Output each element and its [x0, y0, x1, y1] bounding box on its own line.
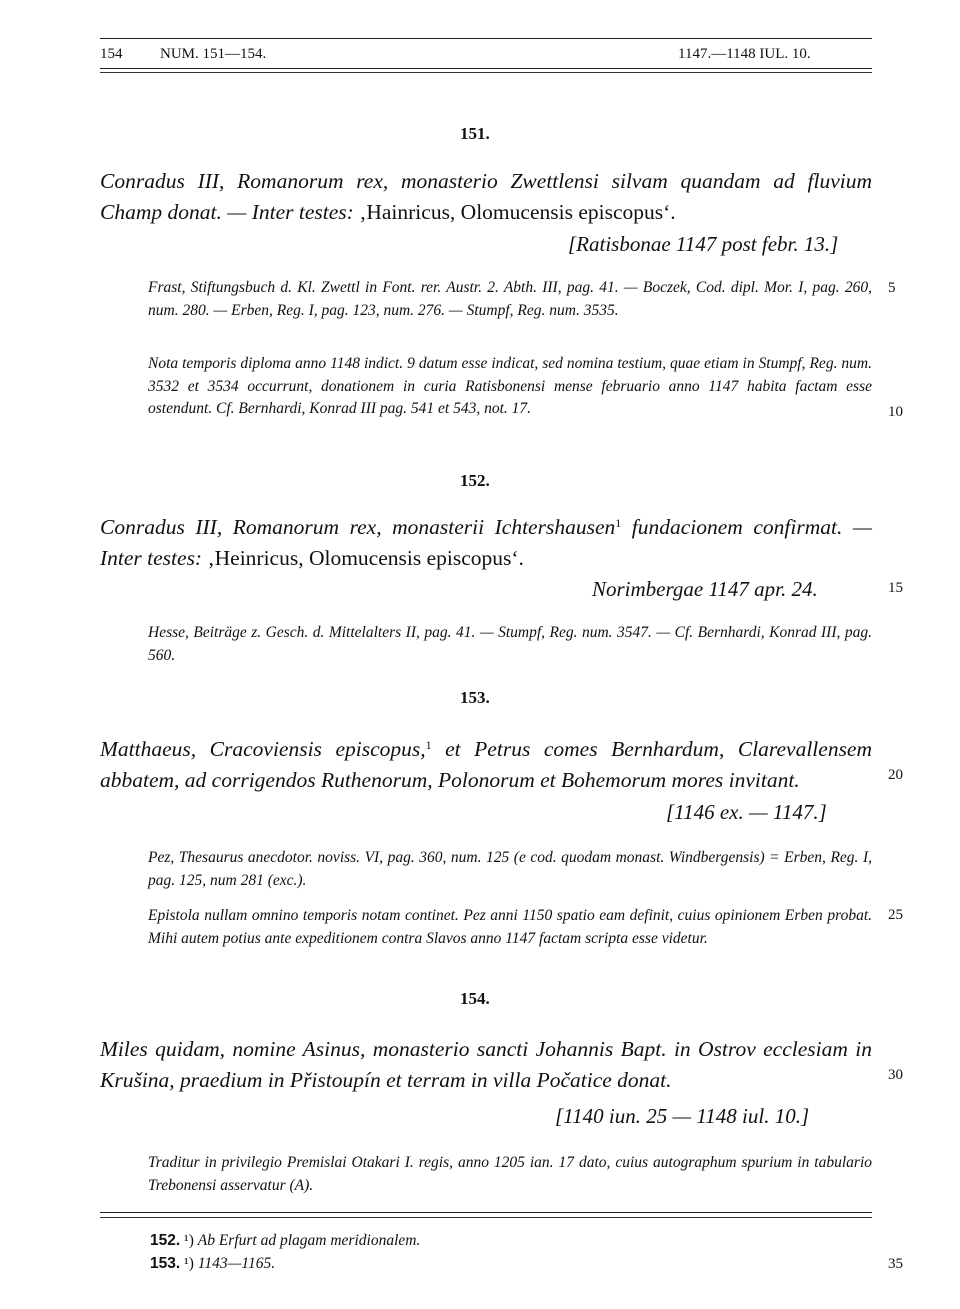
line-number: 20: [888, 767, 903, 783]
footnote-rule: [100, 1212, 872, 1213]
header-rule-2: [100, 72, 872, 73]
footnote-mark: 1: [615, 516, 622, 530]
line-number: 15: [888, 580, 903, 596]
doc-number: 153.: [460, 688, 490, 707]
doc-summary: Miles quidam, nomine Asinus, monasterio sancti Johannis Bapt. in Ostrov ecclesiam in Krušina, praedium in Přistoupín et terram in villa Počatice donat.: [100, 1037, 872, 1092]
page-number: 154: [100, 46, 123, 62]
doc-summary: Conradus III, Romanorum rex, monasterii Ichtershausen$^1$ fundacionem confirmat. — Inter testes: ‚Heinricus, Olomucensis episcopus‘.: [100, 515, 872, 570]
footnote-mark: 1: [425, 738, 432, 752]
line-number: 10: [888, 404, 903, 420]
witness-name: ‚Hainricus, Olomucensis episcopus‘.: [359, 200, 676, 224]
footnote: 152. ¹) Ab Erfurt ad plagam meridionalem.: [150, 1232, 421, 1249]
citation: Pez, Thesaurus anecdotor. noviss. VI, pag. 360, num. 125 (e cod. quodam monast. Windbergensis) = Erben, Reg. I, pag. 125, num 281 (exc.).: [148, 849, 872, 889]
doc-summary: Matthaeus, Cracoviensis episcopus,$^1$ et Petrus comes Bernhardum, Clarevallensem abbatem, ad corrigendos Ruthenorum, Polonorum et Bohemorum mores invitant.: [100, 737, 872, 792]
header-top-rule: [100, 38, 872, 39]
citation: Hesse, Beiträge z. Gesch. d. Mittelalters II, pag. 41. — Stumpf, Reg. num. 3547. — Cf. Bernhardi, Konrad III, pag. 560.: [148, 624, 872, 664]
line-number: 5: [888, 280, 896, 296]
note: Epistola nullam omnino temporis notam continet. Pez anni 1150 spatio eam definit, cuius opinionem Erben probat. Mihi autem potius ante expeditionem contra Slavos anno 1147 factam scripta esse videtur.: [148, 907, 872, 947]
place-date: Norimbergae 1147 apr. 24.: [592, 577, 818, 601]
footnote: 153. ¹) 1143—1165.: [150, 1255, 276, 1272]
note: Nota temporis diplomа anno 1148 indict. 9 datum esse indicat, sed nomina testium, quae etiam in Stumpf, Reg. num. 3532 et 3534 occurrunt, donationem in curia Ratisbonensi mense februario anno 1147 habita factam esse ostendunt. Cf. Bernhardi, Konrad III pag. 541 et 543, not. 17.: [148, 355, 872, 417]
line-number: 35: [888, 1256, 903, 1272]
doc-summary: Conradus III, Romanorum rex, monasterio Zwettlensi silvam quandam ad fluvium Champ donat. — Inter testes: ‚Hainricus, Olomucensis episcopus‘.: [100, 169, 872, 224]
line-number: 25: [888, 907, 903, 923]
place-date: [1146 ex. — 1147.]: [666, 800, 827, 824]
place-date: [Ratisbonae 1147 post febr. 13.]: [568, 232, 839, 256]
footnote-rule-2: [100, 1217, 872, 1218]
witness-name: ‚Heinricus, Olomucensis episcopus‘.: [207, 546, 524, 570]
citation: Traditur in privilegio Premislai Otakari I. regis, anno 1205 ian. 17 dato, cuius autographum spurium in tabulario Trebonensi asservatur (A).: [148, 1154, 872, 1194]
header-rule: [100, 68, 872, 69]
citation: Frast, Stiftungsbuch d. Kl. Zwettl in Font. rer. Austr. 2. Abth. III, pag. 41. — Boczek, Cod. dipl. Mor. I, pag. 260, num. 280. — Erben, Reg. I, pag. 123, num. 276. — Stumpf, Reg. num. 3535.: [148, 279, 872, 319]
header-range: NUM. 151—154.: [160, 46, 267, 62]
header-date: 1147.—1148 IUL. 10.: [678, 46, 811, 62]
doc-number: 152.: [460, 471, 490, 490]
line-number: 30: [888, 1067, 903, 1083]
place-date: [1140 iun. 25 — 1148 iul. 10.]: [555, 1104, 810, 1128]
doc-number: 154.: [460, 989, 490, 1008]
doc-number: 151.: [460, 124, 490, 143]
